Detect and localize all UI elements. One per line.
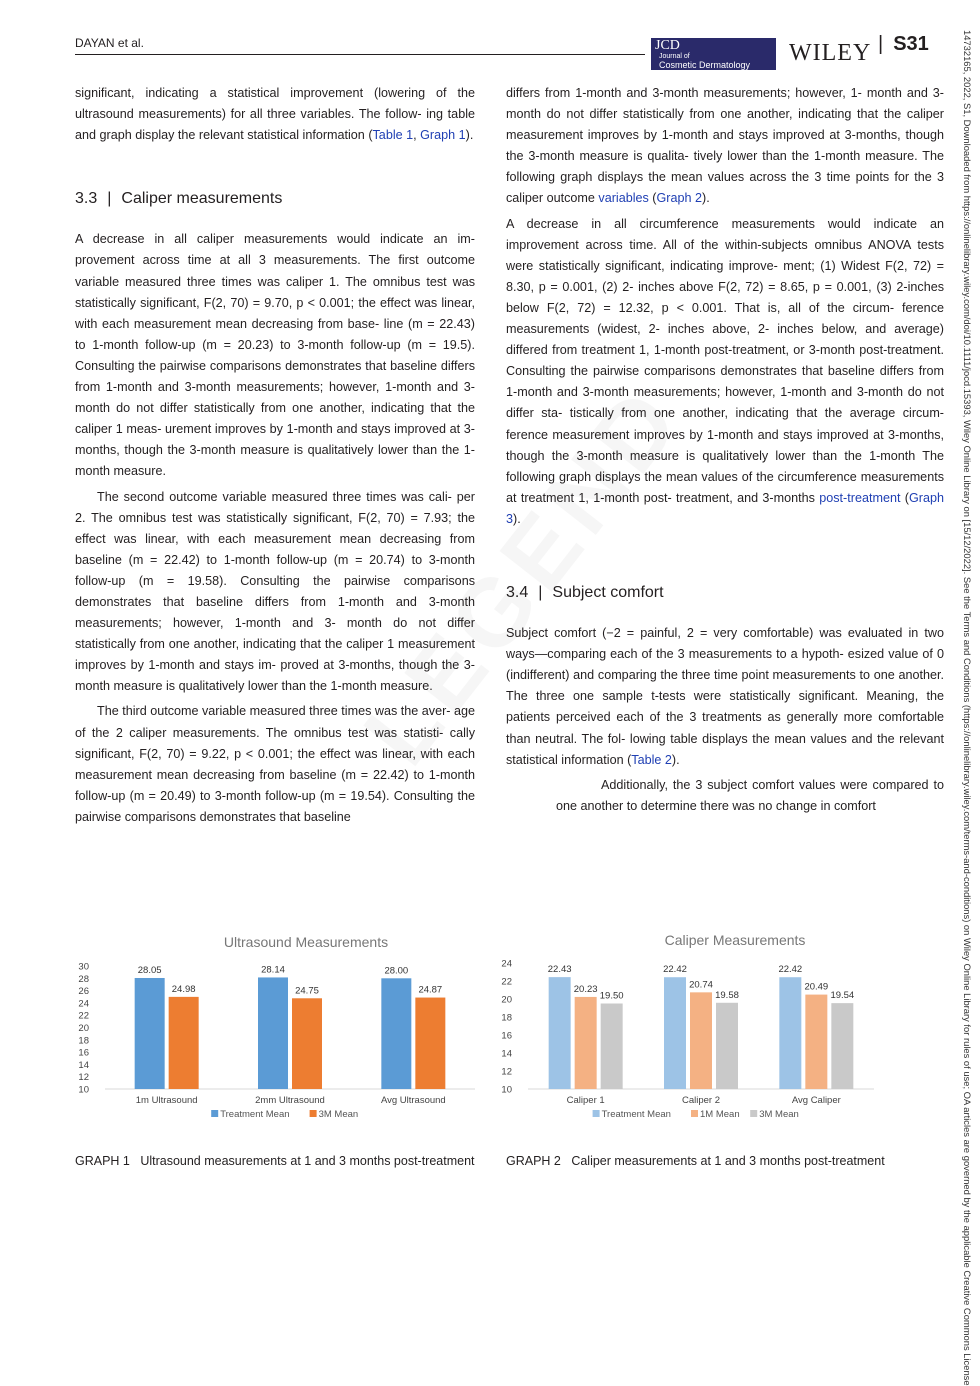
bar — [292, 998, 322, 1089]
y-tick-label: 14 — [78, 1059, 89, 1071]
data-label: 19.54 — [830, 990, 855, 1002]
publisher-logo: WILEY — [789, 40, 872, 66]
ultrasound-chart — [75, 925, 475, 1120]
bar — [805, 995, 827, 1089]
table-2-link[interactable]: Table 2 — [631, 752, 672, 767]
avg-caliper-paragraph: The third outcome variable measured three times was the aver- age of the 2 caliper measurements. The omnibus test was statisti- cally significant, F(2, 70) = 9.22, p < 0.001; the effect was linear, with each measurement mean decreasing from baseline (m = 22.42) to 1-month follow-up (m = 20.49) to 3-month follow-up (m = 19.54). Consulting the pairwise comparisons demonstrates that baseline — [75, 704, 475, 824]
bar — [258, 977, 288, 1089]
data-label: 20.23 — [573, 983, 598, 995]
data-label: 24.87 — [418, 984, 443, 996]
data-label: 28.05 — [137, 964, 162, 976]
y-tick-label: 16 — [78, 1047, 89, 1059]
y-tick-label: 16 — [501, 1030, 512, 1042]
category-label: 1m Ultrasound — [135, 1095, 198, 1106]
header-rule — [75, 54, 645, 55]
caliper-chart — [501, 925, 906, 1120]
category-label: Caliper 1 — [566, 1095, 605, 1106]
table-1-link[interactable]: Table 1 — [372, 128, 414, 143]
data-label: 28.00 — [384, 965, 409, 977]
data-label: 22.42 — [663, 964, 687, 976]
chart-title: Ultrasound Measurements — [223, 934, 389, 950]
bar — [831, 1003, 853, 1089]
data-label: 20.74 — [689, 979, 713, 991]
y-tick-label: 10 — [501, 1084, 512, 1096]
data-label: 20.49 — [804, 981, 829, 993]
y-tick-label: 28 — [78, 973, 89, 985]
bar — [601, 1004, 623, 1090]
data-label: 24.98 — [171, 983, 196, 995]
y-tick-label: 22 — [501, 976, 512, 988]
graph-2-link[interactable]: Graph 2 — [656, 191, 703, 206]
y-tick-label: 20 — [78, 1023, 89, 1034]
legend-swatch — [310, 1110, 317, 1117]
y-tick-label: 14 — [501, 1048, 512, 1060]
section-heading-3-4: 3.4 | Subject comfort — [506, 583, 664, 601]
bar — [575, 997, 597, 1089]
right-column — [506, 83, 944, 817]
y-tick-label: 12 — [501, 1066, 512, 1078]
data-label: 22.42 — [778, 964, 803, 976]
bar — [549, 977, 571, 1089]
bar — [169, 997, 199, 1089]
bar — [690, 992, 712, 1089]
caliper2-paragraph: The second outcome variable measured three times was cali- per 2. The omnibus test was statistically significant, F(2, 70) = 7.93; the effect was linear, with each measurement mean decreasing from baseline (m = 22.42) to 1-month follow-up (m = 20.74) to 3-month follow-up (m = 19.58). Consulting the pairwise comparisons demonstrates that baseline differs from 1-month and 3-month measurements; however, 1-month and 3- month do not differ statistically from one another, indicating that the caliper 1 measurement improves by 1-month and stays im- proved at 3-months, though the 3-month measure is qualitatively lower than the 1-month measure. — [75, 489, 475, 694]
page-number: | S31 — [878, 33, 929, 55]
y-tick-label: 18 — [501, 1012, 512, 1024]
journal-abbr: JCD — [655, 38, 680, 53]
legend-label: Treatment Mean — [220, 1109, 290, 1120]
category-label: 2mm Ultrasound — [255, 1095, 325, 1106]
y-tick-label: 22 — [78, 1010, 89, 1022]
y-tick-label: 26 — [78, 986, 89, 998]
caliper-summary-paragraph: differs from 1-month and 3-month measurements; however, 1- month and 3-month do not differ statistically from one another, indicating that the caliper measurement improves by 1-month and stays improved at 3-months, though the 3-month measure is qualita- tively lower than the 1-month measure. The following graph displays the mean values across the 3 time points for the 3 caliper outcome variables (Graph 2). — [506, 86, 944, 206]
bar — [415, 998, 445, 1089]
data-label: 28.14 — [261, 964, 285, 976]
y-tick-label: 20 — [501, 994, 512, 1006]
legend-swatch — [211, 1110, 218, 1117]
caliper1-paragraph: A decrease in all caliper measurements would indicate an im- provement across time at all 3 measurements. The first outcome variable measured three times was caliper 1. The omnibus test was statistically significant, F(2, 70) = 9.70, p < 0.001; the effect was linear, with each measurement mean decreasing from base- line (m = 22.43) to 1-month follow-up (m = 20.23) to 3-month follow-up (m = 19.5). Consulting the pairwise comparisons demonstrates that baseline differs from 1-month and 3-month measurements; however, 1-month and 3-month do not differ statistically from one another, indicating that the caliper 1 meas- urement improves by 1-month and stays improved at 3-months, though the 3-month measure is qualitatively lower than the 1-month measure. — [75, 232, 475, 479]
y-tick-label: 24 — [501, 958, 512, 970]
y-tick-label: 18 — [78, 1035, 89, 1047]
y-tick-label: 30 — [78, 961, 89, 973]
graph-1-link[interactable]: Graph 1 — [420, 128, 466, 143]
bar — [135, 978, 165, 1089]
legend-label: 3M Mean — [759, 1109, 799, 1120]
circumference-paragraph: A decrease in all circumference measurements would indicate an improvement across time. All of the within-subjects omnibus ANOVA tests were statistically significant, indicating improve- ment; (1) Widest F(2, 72) = 8.30, p = 0.001, (2) 2- inches above F(2, 72) = 8.65, p = 0.001, (3) 2-inches below F(2, 72) = 12.32, p < 0.001. That is, all of the circum- ference measurements (widest, 2- inches above, 2- inches below, and average) differed from treatment 1, 1-month post-treatment, or 3-month post-treatment. Consulting the pairwise comparisons demonstrates that baseline differs from 1-month and 3-month measurements; however, 1-month and 3-month do not differ sta- tistically from one another, indicating that the average circum- ference measurement improves by 1-month and stays improved at 3-months, though the 3-month measure is qualitatively lower than the 1-month The following graph displays the mean values of the circumference measurements at treatment 1, 1-month post- treatment, and 3-months post-treatment (Graph 3). — [506, 216, 944, 526]
legend-swatch — [593, 1110, 600, 1117]
comfort-paragraph: Subject comfort (−2 = painful, 2 = very comfortable) was evaluated in two ways—comparing each of the 3 measurements to a hypoth- esized value of 0 (indifferent) and comparing the three time point measurements to one another. The three one sample t-tests were statistically significant. Meaning, the patients perceived each of the 3 treatments as generally more comfortable than neutral. The fol- lowing table displays the mean values and the relevant statistical information (Table 2). — [506, 626, 944, 767]
graph-2-caption: GRAPH 2 Caliper measurements at 1 and 3 months post-treatment — [506, 1154, 885, 1168]
legend-label: 1M Mean — [700, 1109, 740, 1120]
graph-1-caption: GRAPH 1 Ultrasound measurements at 1 and 3 months post-treatment — [75, 1154, 475, 1168]
running-head-author: DAYAN et al. — [75, 36, 144, 50]
category-label: Caliper 2 — [681, 1095, 721, 1106]
post-treatment-link[interactable]: post-treatment — [819, 490, 901, 505]
y-tick-label: 12 — [78, 1072, 89, 1084]
bar — [664, 977, 686, 1089]
category-label: Avg Ultrasound — [380, 1095, 446, 1106]
journal-name-line2: Cosmetic Dermatology — [659, 60, 751, 70]
download-side-note: 14732165, 2022, S1, Downloaded from https://onlinelibrary.wiley.com/doi/10.1111/jocd.15393, Wiley Online Library on [15/12/2022]. See the Terms and Conditions (https://onlinelibrary.wiley.com/terms-and-conditions) on Wiley Online Library for rules of use; OA articles are governed by the applicable Creative Commons License — [962, 30, 973, 1386]
data-label: 24.75 — [295, 985, 319, 997]
left-column — [75, 83, 475, 828]
section-heading-3-3: 3.3 | Caliper measurements — [75, 190, 283, 208]
intro-paragraph: significant, indicating a statistical improvement (lowering of the ultrasound measurements) for all three variables. The follow- ing table and graph display the relevant statistical information (Table 1, Graph 1). — [75, 86, 475, 143]
comfort-comparison-paragraph: Additionally, the 3 subject comfort values were compared to one another to determine there was no change in comfort — [556, 777, 944, 813]
page-number-value: S31 — [893, 33, 929, 55]
journal-name-line1: Journal of — [659, 53, 690, 60]
category-label: Avg Caliper — [791, 1095, 841, 1106]
data-label: 19.50 — [599, 990, 624, 1002]
legend-label: Treatment Mean — [601, 1109, 671, 1120]
bar — [779, 977, 801, 1089]
chart-title: Caliper Measurements — [664, 932, 806, 948]
legend-swatch — [691, 1110, 698, 1117]
bar — [381, 978, 411, 1089]
variables-link[interactable]: variables — [598, 191, 649, 206]
y-tick-label: 24 — [78, 998, 89, 1010]
y-tick-label: 10 — [78, 1084, 89, 1096]
legend-swatch — [750, 1110, 757, 1117]
bar — [716, 1003, 738, 1089]
graph-3-link[interactable]: Graph 3 — [506, 490, 944, 526]
data-label: 19.58 — [715, 989, 739, 1001]
data-label: 22.43 — [547, 964, 572, 976]
journal-logo — [651, 38, 776, 70]
legend-label: 3M Mean — [318, 1109, 359, 1120]
